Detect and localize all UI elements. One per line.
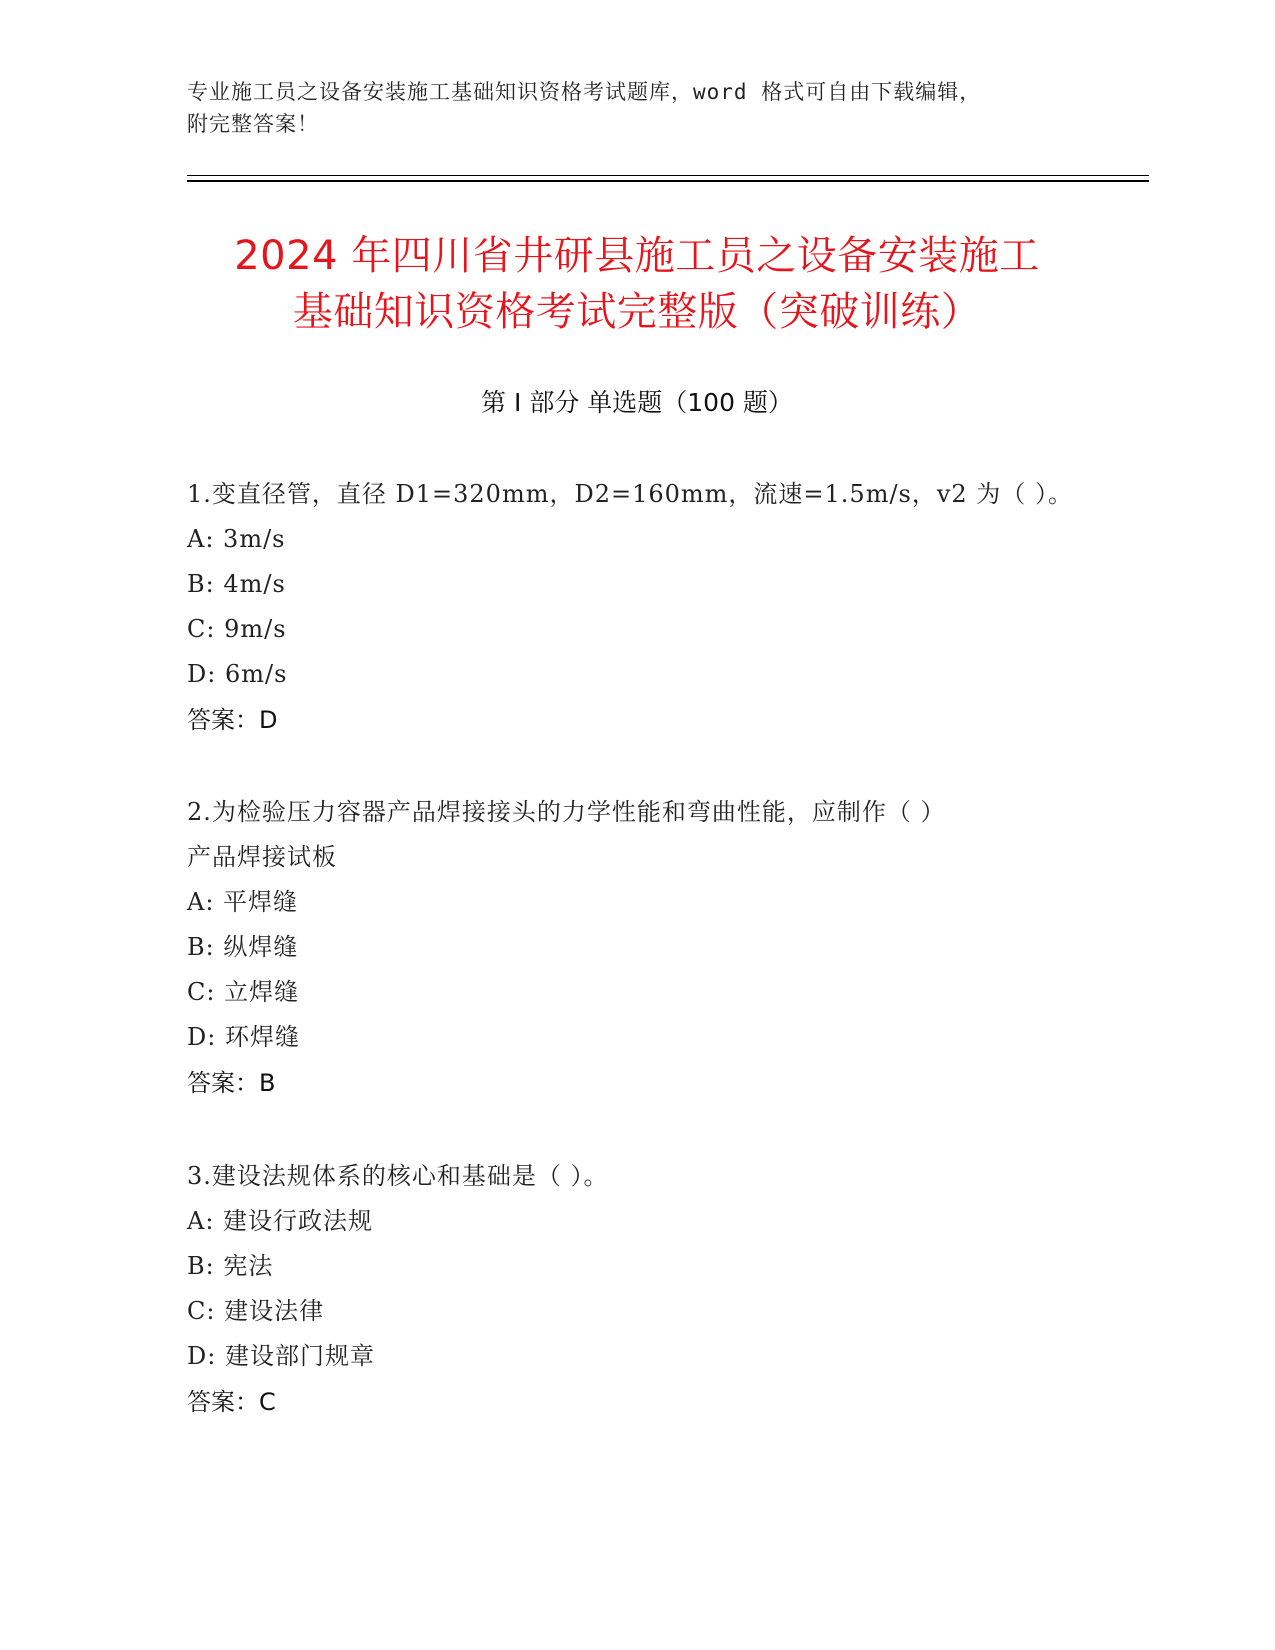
header-note-line-1: 专业施工员之设备安装施工基础知识资格考试题库，word 格式可自由下载编辑， bbox=[187, 80, 982, 104]
option-a: A: 平焊缝 bbox=[187, 888, 299, 916]
question-stem: 3.建设法规体系的核心和基础是（ ）。 bbox=[187, 1162, 609, 1190]
header-divider-thick bbox=[187, 180, 1149, 182]
question-stem-line-2: 产品焊接试板 bbox=[187, 843, 337, 871]
option-d: D: 建设部门规章 bbox=[187, 1342, 375, 1370]
option-b: B: 宪法 bbox=[187, 1252, 274, 1280]
question-2 bbox=[187, 790, 1087, 1106]
question-stem: 1.变直径管，直径 D1=320mm，D2=160mm，流速=1.5m/s，v2 为（ ）。 bbox=[187, 480, 1073, 508]
answer: 答案：D bbox=[187, 706, 278, 734]
section-heading: 第 I 部分 单选题（100 题） bbox=[481, 388, 793, 417]
document-title bbox=[187, 228, 1087, 340]
header-divider-thin bbox=[187, 175, 1149, 176]
document-title-line-1: 2024 年四川省井研县施工员之设备安装施工 bbox=[234, 233, 1040, 279]
option-c: C: 立焊缝 bbox=[187, 978, 300, 1006]
answer: 答案：C bbox=[187, 1388, 276, 1416]
option-d: D: 环焊缝 bbox=[187, 1023, 300, 1051]
header-note bbox=[187, 76, 1067, 140]
option-c: C: 9m/s bbox=[187, 615, 287, 643]
document-title-line-2: 基础知识资格考试完整版（突破训练） bbox=[292, 289, 982, 335]
header-note-line-2: 附完整答案！ bbox=[187, 112, 319, 136]
option-a: A: 3m/s bbox=[187, 525, 286, 553]
option-a: A: 建设行政法规 bbox=[187, 1207, 374, 1235]
answer: 答案：B bbox=[187, 1069, 276, 1097]
option-d: D: 6m/s bbox=[187, 660, 288, 688]
question-stem-line-1: 2.为检验压力容器产品焊接接头的力学性能和弯曲性能，应制作（ ） bbox=[187, 798, 946, 826]
question-1 bbox=[187, 472, 1087, 743]
option-b: B: 纵焊缝 bbox=[187, 933, 299, 961]
option-c: C: 建设法律 bbox=[187, 1297, 325, 1325]
option-b: B: 4m/s bbox=[187, 570, 286, 598]
question-3 bbox=[187, 1154, 1087, 1425]
